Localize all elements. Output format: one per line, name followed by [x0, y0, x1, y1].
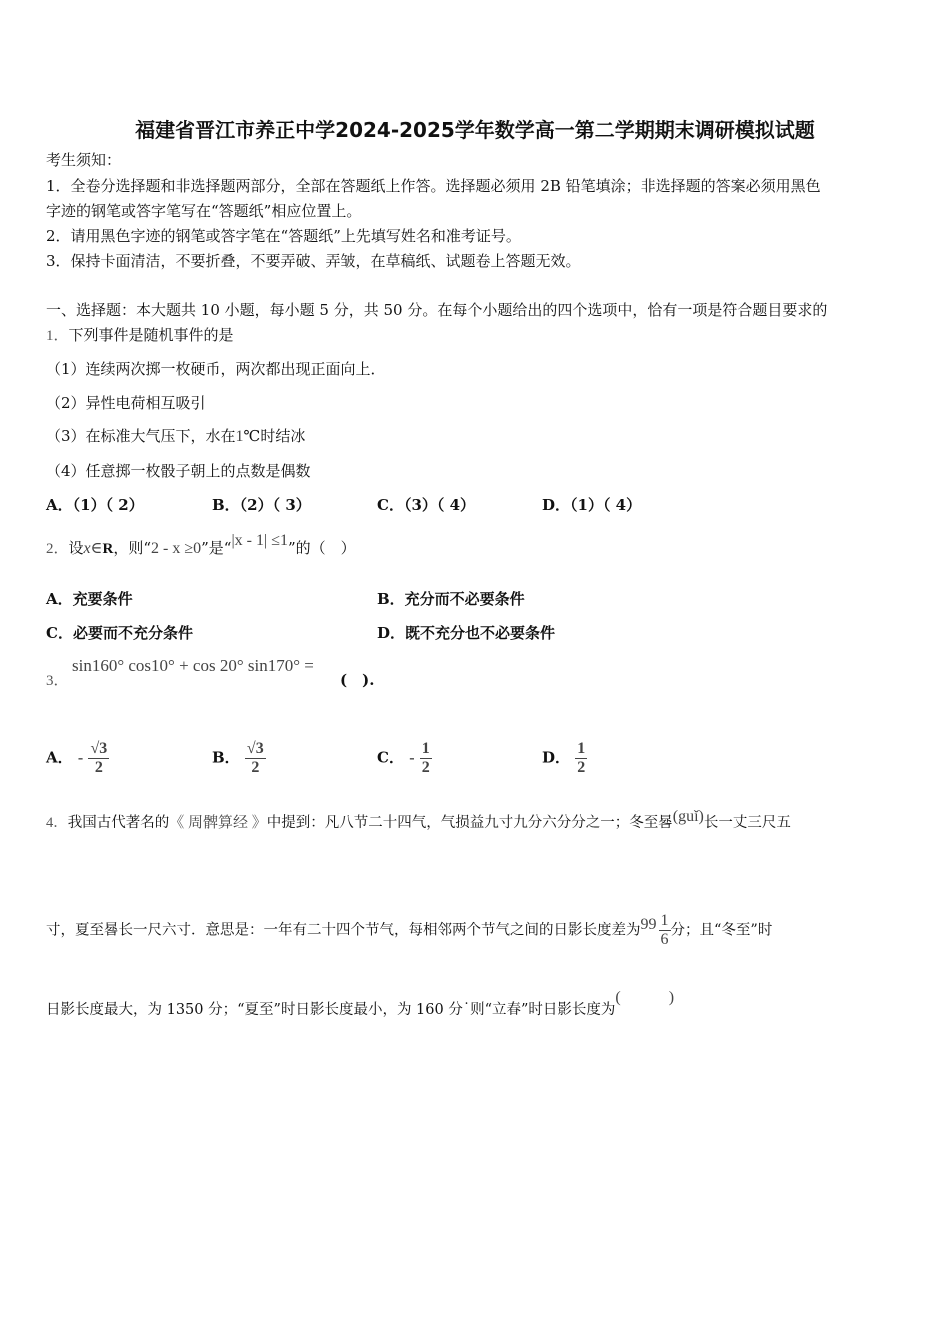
q4-line-3: 日影长度最大，为 1350 分；“夏至”时日影长度最小，为 160 分˙则“立春”时日影长度为( ) — [46, 989, 675, 1018]
q3-option-d-fraction: $\frac{1}{2}$ — [577, 740, 586, 776]
q3-option-a[interactable]: A． - $\frac{√3}{2}$ — [46, 740, 108, 776]
q2-math-2: 2 - x ≥0 — [151, 540, 202, 557]
q2-math-3: |x - 1| ≤1 — [231, 532, 288, 549]
q1-option-c[interactable]: C．（3）（ 4） — [377, 496, 476, 514]
q1-option-b[interactable]: B．（2）（ 3） — [212, 496, 311, 514]
q1-event-3-temp: 1 — [235, 428, 244, 445]
q4-mixed-fraction: $\frac{1}{6}$ — [660, 912, 669, 948]
q4-answer-blank: ( ) — [615, 989, 675, 1006]
q3-option-a-fraction: $\frac{√3}{2}$ — [90, 740, 108, 776]
q1-option-d[interactable]: D．（1）（ 4） — [542, 496, 642, 514]
q4-book-title: 《 周髀算经 》 — [169, 815, 267, 831]
q1-option-a[interactable]: A．（1）（ 2） — [46, 496, 144, 514]
q2-option-a[interactable]: A．充要条件 — [46, 590, 133, 608]
q1-event-3: （3）在标准大气压下，水在1℃时结冰 — [46, 427, 306, 445]
q2-option-b[interactable]: B．充分而不必要条件 — [377, 590, 525, 608]
notice-line-2: 2．请用黑色字迹的钢笔或答字笔在“答题纸”上先填写姓名和准考证号。 — [46, 227, 521, 245]
q3-expression: sin160° cos10° + cos 20° sin170° = — [72, 656, 314, 675]
q4-number: 4． — [46, 815, 68, 831]
q2-math-1: x∈ — [83, 540, 103, 557]
q2-number: 2． — [46, 541, 69, 557]
q1-text: 下列事件是随机事件的是 — [68, 326, 234, 344]
notice-line-1a: 1．全卷分选择题和非选择题两部分，全部在答题纸上作答。选择题必须用 2B 铅笔填涂；非选择题的答案必须用黑色 — [46, 177, 821, 195]
q1-stem — [46, 325, 234, 346]
q1-number: 1． — [46, 328, 69, 344]
q3-option-c[interactable]: C． - $\frac{1}{2}$ — [377, 740, 430, 776]
q2-option-d[interactable]: D．既不充分也不必要条件 — [377, 624, 556, 642]
q1-event-1: （1）连续两次掷一枚硬币，两次都出现正面向上． — [46, 360, 386, 378]
q2-stem: 2．设x∈R，则“2 - x ≥0”是“|x - 1| ≤1”的（ ） — [46, 532, 356, 557]
q1-event-4: （4）任意掷一枚骰子朝上的点数是偶数 — [46, 462, 311, 480]
q4-line-2: 寸，夏至晷长一尺六寸．意思是：一年有二十四个节气，每相邻两个节气之间的日影长度差为99 $\frac{1}{6}$ 分；且“冬至”时 — [46, 912, 773, 948]
notice-line-1b: 字迹的钢笔或答字笔写在“答题纸”相应位置上。 — [46, 202, 362, 220]
q3-option-d[interactable]: D． $\frac{1}{2}$ — [542, 740, 586, 776]
section-heading: 一、选择题：本大题共 10 小题，每小题 5 分，共 50 分。在每个小题给出的四个选项中，恰有一项是符合题目要求的 — [46, 301, 828, 319]
q3-option-c-fraction: $\frac{1}{2}$ — [421, 740, 430, 776]
q3-option-b[interactable]: B． $\frac{√3}{2}$ — [212, 740, 264, 776]
q4-pinyin: (guǐ) — [672, 808, 704, 825]
q3-tail: ( ). — [340, 671, 375, 689]
notice-line-3: 3．保持卡面清洁，不要折叠，不要弄破、弄皱，在草稿纸、试题卷上答题无效。 — [46, 252, 581, 270]
q2-option-c[interactable]: C．必要而不充分条件 — [46, 624, 193, 642]
q3-number: 3． — [46, 673, 69, 689]
page-title: 福建省晋江市养正中学2024-2025学年数学高一第二学期期末调研模拟试题 — [135, 118, 815, 142]
q1-event-2: （2）异性电荷相互吸引 — [46, 394, 206, 412]
q4-mixed-int: 99 — [640, 915, 657, 933]
notice-heading: 考生须知： — [46, 151, 122, 169]
q3-option-b-fraction: $\frac{√3}{2}$ — [246, 740, 264, 776]
q4-line-1: 4．我国古代著名的《 周髀算经 》中提到：凡八节二十四气，气损益九寸九分六分分之一；冬至晷(guǐ)长一丈三尺五 — [46, 808, 791, 831]
